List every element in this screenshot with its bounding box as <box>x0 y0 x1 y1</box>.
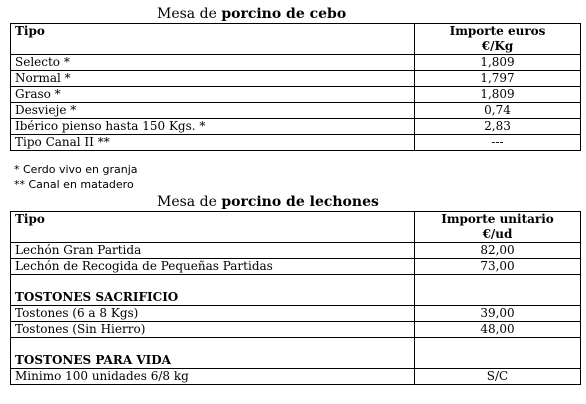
table-row <box>11 243 581 259</box>
table-row <box>11 71 581 87</box>
row-tipo: Ibérico pienso hasta 150 Kgs. * <box>11 119 415 135</box>
lechones-header-importe-line1: Importe unitario <box>441 212 554 226</box>
cebo-header-importe-line2: €/Kg <box>481 39 514 53</box>
section-vida-label: TOSTONES PARA VIDA <box>15 353 171 367</box>
row-valor: 48,00 <box>415 322 581 338</box>
section-sacrificio <box>11 275 415 306</box>
lechones-header-tipo: Tipo <box>11 212 415 243</box>
section-row <box>11 338 581 369</box>
table-row <box>11 135 581 151</box>
row-valor: 0,74 <box>415 103 581 119</box>
cebo-table-title <box>0 6 586 22</box>
cebo-footnotes <box>14 162 138 192</box>
table-row <box>11 369 581 385</box>
lechones-header-importe-line2: €/ud <box>482 227 513 241</box>
table-row <box>11 55 581 71</box>
section-empty-cell <box>415 338 581 369</box>
section-vida <box>11 338 415 369</box>
row-valor: 2,83 <box>415 119 581 135</box>
lechones-header-row <box>11 212 581 243</box>
cebo-header-tipo: Tipo <box>11 24 415 55</box>
footnote-vivo: * Cerdo vivo en granja <box>14 163 138 176</box>
row-tipo: Tostones (Sin Hierro) <box>11 322 415 338</box>
row-valor: 1,809 <box>415 87 581 103</box>
row-valor: --- <box>415 135 581 151</box>
lechones-header-importe <box>415 212 581 243</box>
cebo-header-importe-line1: Importe euros <box>449 24 546 38</box>
section-empty-cell <box>415 275 581 306</box>
row-valor: 1,797 <box>415 71 581 87</box>
row-valor: 82,00 <box>415 243 581 259</box>
row-valor: S/C <box>415 369 581 385</box>
row-tipo: Selecto * <box>11 55 415 71</box>
row-valor: 73,00 <box>415 259 581 275</box>
table-row <box>11 322 581 338</box>
lechones-title-bold: porcino de lechones <box>221 194 379 210</box>
row-tipo: Tipo Canal II ** <box>11 135 415 151</box>
row-tipo: Graso * <box>11 87 415 103</box>
cebo-price-table <box>10 23 581 151</box>
row-tipo: Desvieje * <box>11 103 415 119</box>
cebo-header-row <box>11 24 581 55</box>
row-tipo: Lechón Gran Partida <box>11 243 415 259</box>
section-sacrificio-label: TOSTONES SACRIFICIO <box>15 290 179 304</box>
row-valor: 1,809 <box>415 55 581 71</box>
cebo-header-importe <box>415 24 581 55</box>
row-tipo: Normal * <box>11 71 415 87</box>
row-tipo: Minimo 100 unidades 6/8 kg <box>11 369 415 385</box>
row-tipo: Tostones (6 a 8 Kgs) <box>11 306 415 322</box>
table-row <box>11 103 581 119</box>
lechones-title-prefix: Mesa de <box>157 194 222 210</box>
lechones-price-table <box>10 211 581 385</box>
table-row <box>11 306 581 322</box>
table-row <box>11 87 581 103</box>
footnote-canal: ** Canal en matadero <box>14 178 134 191</box>
row-valor: 39,00 <box>415 306 581 322</box>
cebo-title-prefix: Mesa de <box>157 6 222 22</box>
lechones-table-title <box>0 194 586 210</box>
table-row <box>11 259 581 275</box>
table-row <box>11 119 581 135</box>
section-row <box>11 275 581 306</box>
row-tipo: Lechón de Recogida de Pequeñas Partidas <box>11 259 415 275</box>
cebo-title-bold: porcino de cebo <box>221 6 347 22</box>
